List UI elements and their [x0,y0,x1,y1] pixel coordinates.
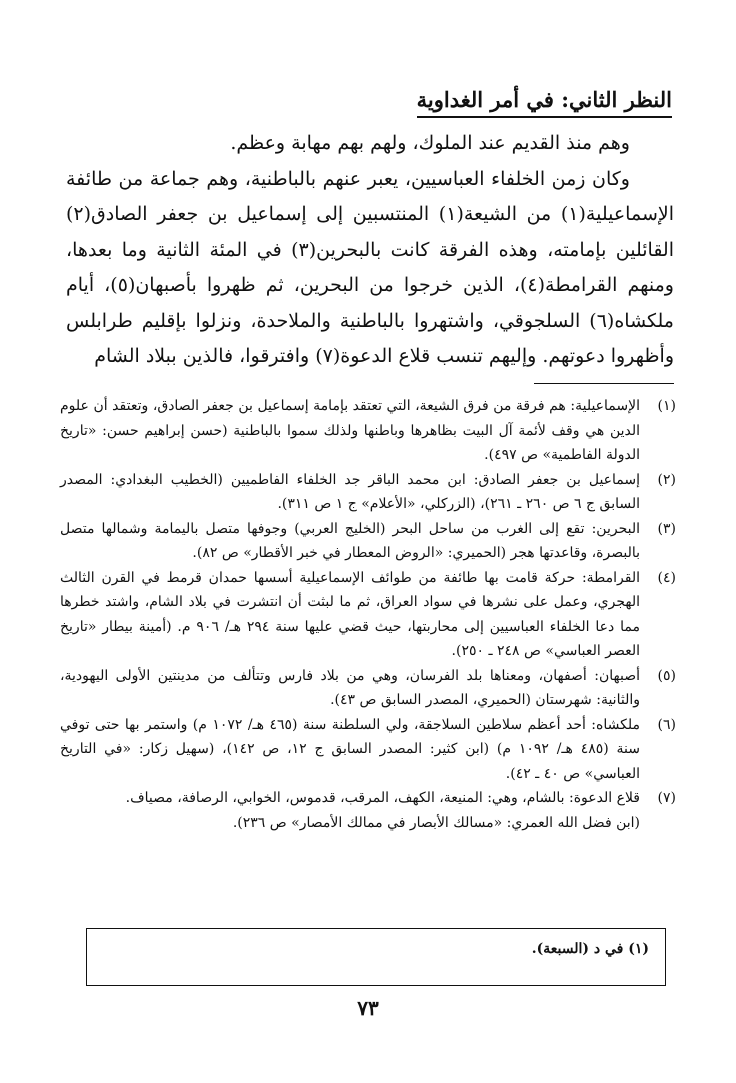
footnote-number: (٣) [657,520,676,537]
footnote-5 [60,664,676,713]
editor-note: (١) في د (السبعة). [531,941,649,957]
footnote-number: (١) [657,398,676,414]
footnote-text: قلاع الدعوة: بالشام، وهي: المنيعة، الكهف، المرقب، قدموس، الخوابي، الرصافة، مصياف. [125,790,640,806]
footnote-6 [60,713,676,787]
footnote-number: (٦) [657,716,676,733]
footnote-7 [60,786,676,811]
footnote-text: أصبهان: أصفهان، ومعناها بلد الفرسان، وهي من بلاد فارس وتتألف من مدينتين الأولى اليهودية، والثانية: شهرستان (الحميري، المصدر السابق ص ٤٣). [60,667,640,708]
footnote-4 [60,566,676,664]
footnote-number: (٢) [657,471,676,488]
footnote-2 [60,468,676,517]
footnote-text: القرامطة: حركة قامت بها طائفة من طوائف الإسماعيلية أسسها حمدان قرمط في القرن الثالث الهجري، وعمل على نشرها في سواد العراق، ثم ما لبثت أن انتشرت في بلاد الشام، واشتد خطرها مما دعا الخلفاء العباسيين إلى محاربتها، حيث قضي عليها سنة ٢٩٤ هـ/ ٩٠٦ م. (أمينة بيطار «تاريخ العصر العباسي» ص ٢٤٨ ـ ٢٥٠). [60,569,640,659]
footnote-text: الإسماعيلية: هم فرقة من فرق الشيعة، التي تعتقد بإمامة إسماعيل بن جعفر الصادق، وتعتقد أن علوم الدين هي وقف لأئمة آل البيت بظاهرها وباطنها ولذلك سموا بالباطنية (حسن إبراهيم حسن: «تاريخ الدولة الفاطمية» ص ٤٩٧). [60,398,640,463]
paragraph-1: وهم منذ القديم عند الملوك، ولهم بهم مهابة وعظم. [230,132,630,154]
main-text [66,126,674,375]
paragraph-2: وكان زمن الخلفاء العباسيين، يعبر عنهم بالباطنية، وهم جماعة من طائفة الإسماعيلية(١) من الشيعة(١) المنتسبين إلى إسماعيل بن جعفر الصادق(٢) القائلين بإمامته، وهذه الفرقة كانت بالبحرين(٣) في المئة الثانية وما بعدها، ومنهم القرامطة(٤)، الذين خرجوا من البحرين، ثم ظهروا بأصبهان(٥)، أيام ملكشاه(٦) السلجوقي، واشتهروا بالباطنية والملاحدة، ونزلوا بإقليم طرابلس وأظهروا دعوتهم. وإليهم تنسب قلاع الدعوة(٧) وافترقوا، فالذين ببلاد الشام [66,167,674,367]
editor-note-box [86,928,666,986]
footnote-text: إسماعيل بن جعفر الصادق: ابن محمد الباقر جد الخلفاء الفاطميين (الخطيب البغدادي: المصدر السابق ج ٦ ص ٢٦٠ ـ ٢٦١)، (الزركلي، «الأعلام» ج ١ ص ٣١١). [60,471,640,512]
footnotes [60,394,676,835]
footnote-separator [534,383,674,384]
page-number: ٧٣ [357,996,379,1020]
footnote-1 [60,394,676,468]
section-heading: النظر الثاني: في أمر الغداوية [417,86,672,118]
footnote-number: (٧) [657,790,676,806]
footnote-source: (ابن فضل الله العمري: «مسالك الأبصار في ممالك الأمصار» ص ٢٣٦). [232,814,640,831]
footnote-text: ملكشاه: أحد أعظم سلاطين السلاجقة، ولي السلطنة سنة (٤٦٥ هـ/ ١٠٧٢ م) واستمر بها حتى توفي سنة (٤٨٥ هـ/ ١٠٩٢ م) (ابن كثير: المصدر السابق ج ١٢، ص ١٤٢)، (سهيل زكار: «في التاريخ العباسي» ص ٤٠ ـ ٤٢). [60,716,640,782]
footnote-3 [60,517,676,566]
footnote-number: (٤) [657,569,676,586]
footnote-text: البحرين: تقع إلى الغرب من ساحل البحر (الخليج العربي) وجوفها متصل باليمامة وشمالها متصل بالبصرة، وقاعدتها هجر (الحميري: «الروض المعطار في خبر الأقطار» ص ٨٢). [60,520,640,561]
footnote-number: (٥) [657,667,676,684]
